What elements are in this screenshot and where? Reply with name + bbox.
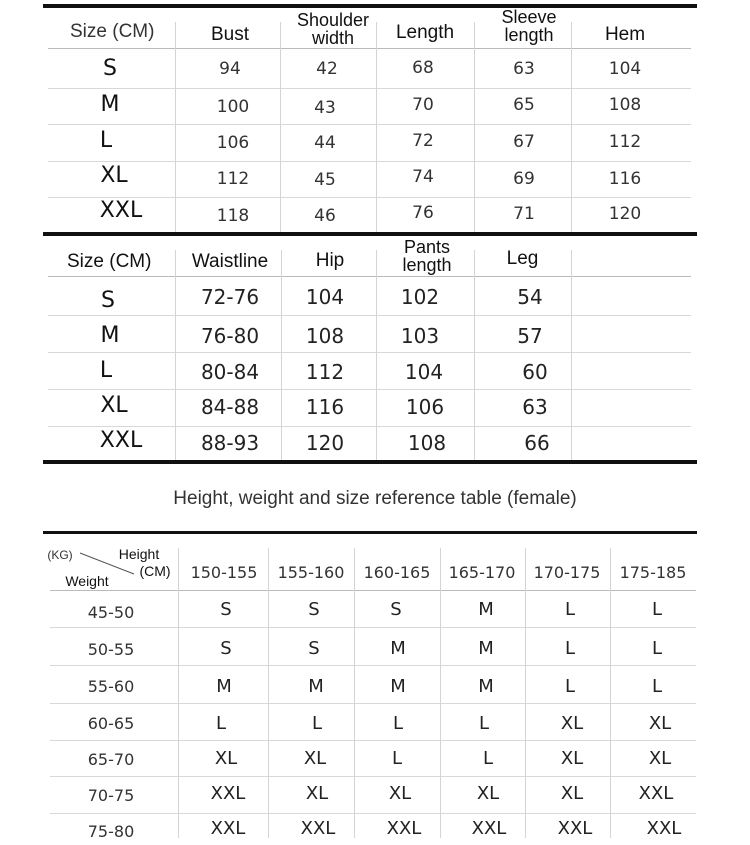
weight-range: 50-55: [87, 640, 135, 659]
weight-range: 55-60: [87, 677, 135, 696]
size-value: XL: [388, 783, 412, 804]
leg-value: 54: [517, 285, 543, 309]
size-value: L: [564, 638, 576, 659]
col-divider: [354, 548, 355, 838]
col-divider: [175, 250, 176, 460]
col-divider: [376, 22, 377, 232]
col-divider: [474, 22, 475, 232]
size-value: M: [390, 638, 406, 659]
size-value: L: [391, 748, 403, 769]
size-value: XL: [648, 713, 672, 734]
length-value: 76: [412, 202, 434, 223]
row-divider: [50, 703, 696, 704]
sleeve-value: 65: [513, 94, 535, 115]
top-table-rule: [43, 4, 697, 8]
col-divider: [280, 22, 281, 232]
size-value: L: [651, 676, 663, 697]
col-divider: [525, 548, 526, 838]
shoulder-value: 43: [314, 97, 336, 118]
corner-weight-label: Weight: [65, 573, 109, 589]
col-divider: [571, 22, 572, 232]
row-divider: [48, 88, 691, 89]
bust-value: 118: [216, 205, 250, 226]
col-divider: [440, 548, 441, 838]
sleeve-value: 67: [513, 131, 535, 152]
size-value: M: [478, 599, 494, 620]
hem-value: 116: [608, 168, 642, 189]
hip-value: 108: [305, 324, 345, 348]
hip-value: 120: [305, 431, 345, 455]
leg-value: 60: [522, 360, 548, 384]
size-value: L: [215, 713, 227, 734]
bottom-table-rule: [43, 460, 697, 464]
bust-value: 94: [219, 58, 241, 79]
size-value: XL: [214, 748, 238, 769]
height-header: 155-160: [277, 563, 345, 582]
weight-range: 60-65: [87, 714, 135, 733]
col-divider: [178, 548, 179, 838]
bust-value: 112: [216, 168, 250, 189]
column-header-size: Size (CM): [70, 20, 155, 42]
hem-value: 104: [608, 58, 642, 79]
hem-value: 120: [608, 203, 642, 224]
col-divider: [175, 22, 176, 232]
shoulder-value: 44: [314, 132, 336, 153]
size-label: L: [99, 128, 113, 153]
size-label: M: [100, 92, 120, 117]
pants-length-value: 102: [400, 285, 440, 309]
size-value: XXL: [386, 818, 422, 839]
size-value: XL: [560, 748, 584, 769]
column-header-waistline: Waistline: [191, 250, 269, 272]
size-value: XXL: [646, 818, 682, 839]
col-divider: [376, 250, 377, 460]
size-value: M: [478, 638, 494, 659]
height-header: 175-185: [619, 563, 687, 582]
size-value: XL: [560, 713, 584, 734]
sleeve-value: 71: [513, 203, 535, 224]
row-divider: [50, 740, 696, 741]
length-value: 68: [412, 57, 434, 78]
col-divider: [610, 548, 611, 838]
col-divider: [281, 250, 282, 460]
row-divider: [48, 389, 691, 390]
pants-length-value: 106: [405, 395, 445, 419]
size-value: L: [651, 599, 663, 620]
leg-value: 66: [524, 431, 550, 455]
column-header-length: Length: [395, 21, 455, 43]
size-value: XL: [648, 748, 672, 769]
size-value: XXL: [638, 783, 674, 804]
size-value: L: [478, 713, 490, 734]
weight-range: 75-80: [87, 822, 135, 841]
pants-length-value: 108: [407, 431, 447, 455]
row-divider: [50, 665, 696, 666]
size-value: M: [216, 676, 232, 697]
height-header: 165-170: [448, 563, 516, 582]
size-value: L: [564, 676, 576, 697]
unit-kg-label: (KG): [47, 548, 73, 562]
size-value: S: [308, 599, 320, 620]
unit-cm-label: (CM): [139, 563, 171, 579]
size-value: L: [651, 638, 663, 659]
size-value: XL: [560, 783, 584, 804]
pants-length-value: 104: [404, 360, 444, 384]
column-header-size: Size (CM): [67, 250, 152, 272]
column-header-pants-length: Pants length: [402, 237, 452, 275]
row-divider: [48, 352, 691, 353]
size-value: S: [220, 638, 232, 659]
shoulder-value: 42: [316, 58, 338, 79]
row-divider: [48, 161, 691, 162]
size-label: M: [100, 323, 120, 348]
column-header-leg: Leg: [506, 247, 539, 269]
size-label: XL: [100, 393, 128, 418]
size-value: XL: [303, 748, 327, 769]
waistline-value: 76-80: [200, 324, 260, 348]
size-value: XL: [476, 783, 500, 804]
size-label: XXL: [99, 198, 143, 223]
size-value: L: [482, 748, 494, 769]
size-label: L: [99, 358, 113, 383]
hem-value: 112: [608, 131, 642, 152]
size-value: XXL: [210, 818, 246, 839]
height-header: 170-175: [533, 563, 601, 582]
length-value: 72: [412, 130, 434, 151]
weight-range: 45-50: [87, 603, 135, 622]
size-label: XL: [100, 163, 128, 188]
hip-value: 112: [305, 360, 345, 384]
size-value: M: [390, 676, 406, 697]
col-divider: [268, 548, 269, 838]
size-value: S: [308, 638, 320, 659]
length-value: 70: [412, 94, 434, 115]
column-header-hem: Hem: [604, 23, 646, 45]
bust-value: 100: [216, 96, 250, 117]
sleeve-value: 63: [513, 58, 535, 79]
size-value: L: [311, 713, 323, 734]
reference-table-rule: [43, 531, 697, 534]
size-value: XXL: [300, 818, 336, 839]
size-value: XXL: [557, 818, 593, 839]
size-label: XXL: [99, 428, 143, 453]
row-divider: [50, 813, 696, 814]
shoulder-value: 45: [314, 169, 336, 190]
size-value: S: [220, 599, 232, 620]
size-label: S: [103, 56, 117, 81]
column-header-hip: Hip: [315, 249, 345, 271]
col-divider: [571, 250, 572, 460]
length-value: 74: [412, 166, 434, 187]
row-divider: [50, 776, 696, 777]
bust-value: 106: [216, 132, 250, 153]
waistline-value: 84-88: [200, 395, 260, 419]
size-value: S: [390, 599, 402, 620]
row-divider: [48, 315, 691, 316]
hip-value: 116: [305, 395, 345, 419]
row-divider: [50, 627, 696, 628]
row-divider: [48, 426, 691, 427]
size-value: M: [478, 676, 494, 697]
sleeve-value: 69: [513, 168, 535, 189]
row-divider: [48, 276, 691, 277]
row-divider: [50, 590, 696, 591]
pants-length-value: 103: [400, 324, 440, 348]
col-divider: [474, 250, 475, 460]
table-separator-rule: [43, 232, 697, 236]
height-header: 150-155: [190, 563, 258, 582]
waistline-value: 88-93: [200, 431, 260, 455]
size-value: XL: [305, 783, 329, 804]
size-label: S: [101, 288, 115, 313]
hip-value: 104: [305, 285, 345, 309]
shoulder-value: 46: [314, 205, 336, 226]
row-divider: [48, 124, 691, 125]
size-value: XXL: [210, 783, 246, 804]
column-header-shoulder-width: Shoulder width: [296, 10, 370, 48]
leg-value: 63: [522, 395, 548, 419]
size-value: M: [308, 676, 324, 697]
size-value: XXL: [471, 818, 507, 839]
leg-value: 57: [517, 324, 543, 348]
weight-range: 70-75: [87, 786, 135, 805]
column-header-bust: Bust: [210, 23, 250, 45]
column-header-sleeve-length: Sleeve length: [501, 7, 557, 45]
waistline-value: 80-84: [200, 360, 260, 384]
corner-height-label: Height: [118, 546, 160, 562]
reference-table-caption: Height, weight and size reference table (female): [173, 487, 577, 509]
height-header: 160-165: [363, 563, 431, 582]
size-value: L: [564, 599, 576, 620]
weight-range: 65-70: [87, 750, 135, 769]
size-value: L: [392, 713, 404, 734]
waistline-value: 72-76: [200, 285, 260, 309]
row-divider: [48, 197, 691, 198]
hem-value: 108: [608, 94, 642, 115]
